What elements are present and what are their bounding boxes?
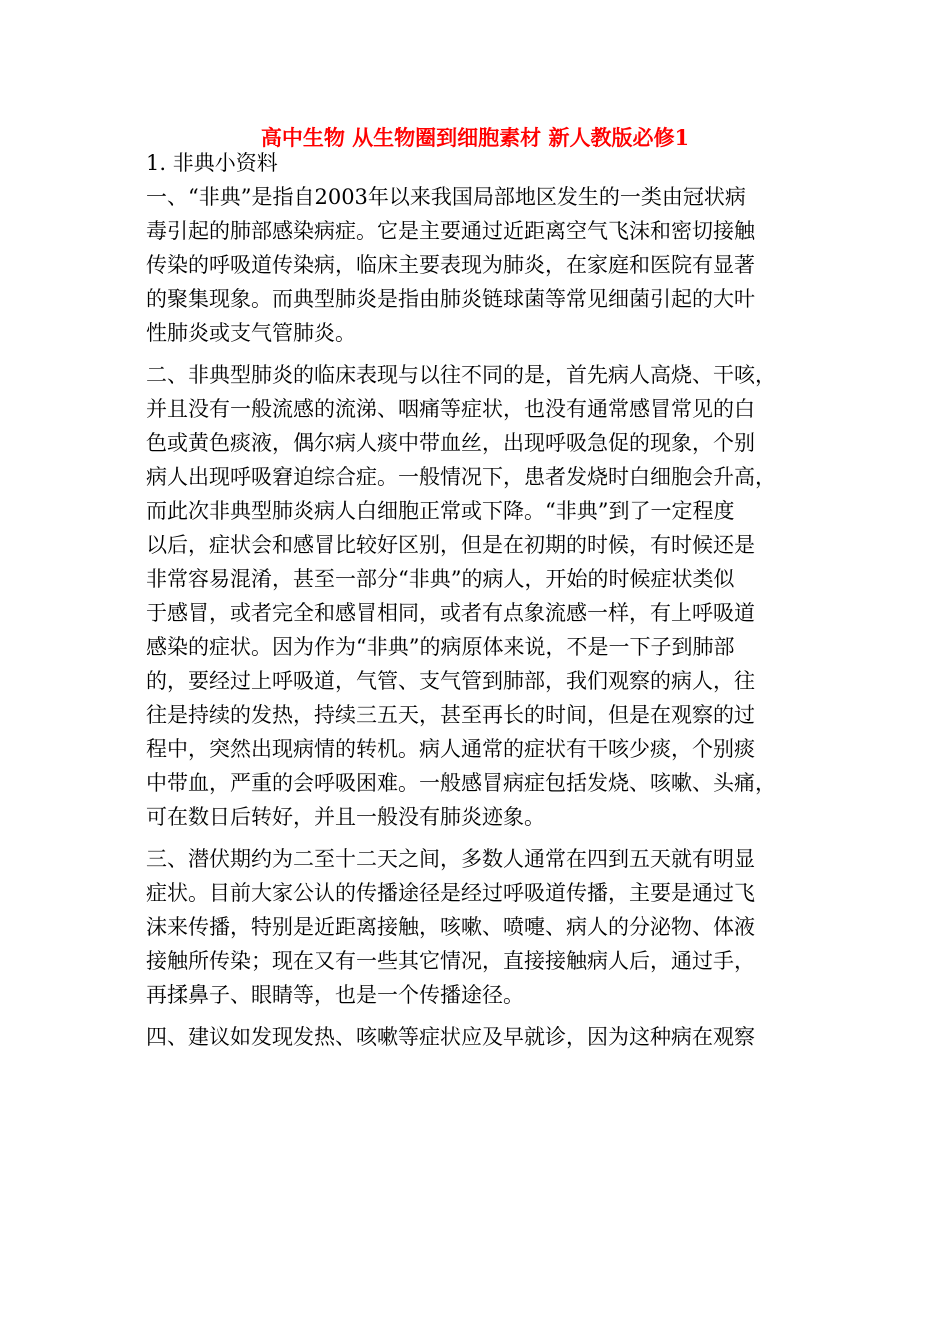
paragraph-3: [146, 842, 836, 1012]
paragraph-line: 于感冒，或者完全和感冒相同，或者有点象流感一样，有上呼吸道: [146, 601, 755, 625]
paragraph-line: 色或黄色痰液，偶尔病人痰中带血丝，出现呼吸急促的现象，个别: [146, 431, 755, 455]
paragraph-line: 程中，突然出现病情的转机。病人通常的症状有干咳少痰，个别痰: [146, 737, 755, 761]
paragraph-line: 以后，症状会和感冒比较好区别，但是在初期的时候，有时候还是: [146, 533, 755, 557]
paragraph-1: [146, 180, 836, 350]
paragraph-line: 接触所传染；现在又有一些其它情况，直接接触病人后，通过手，: [146, 949, 755, 973]
paragraph-line: 中带血，严重的会呼吸困难。一般感冒病症包括发烧、咳嗽、头痛，: [146, 771, 776, 795]
document-body: [146, 146, 836, 1054]
section-heading: 1. 非典小资料: [146, 151, 278, 175]
paragraph-line: 沫来传播，特别是近距离接触，咳嗽、喷嚏、病人的分泌物、体液: [146, 915, 755, 939]
paragraph-line: 往是持续的发热，持续三五天，甚至再长的时间，但是在观察的过: [146, 703, 755, 727]
paragraph-line: 一、“非典”是指自2003年以来我国局部地区发生的一类由冠状病: [146, 185, 746, 209]
paragraph-line: 感染的症状。因为作为“非典”的病原体来说，不是一下子到肺部: [146, 635, 735, 659]
paragraph-line: 并且没有一般流感的流涕、咽痛等症状，也没有通常感冒常见的白: [146, 397, 755, 421]
document-title: 高中生物 从生物圈到细胞素材 新人教版必修1: [260, 125, 690, 150]
paragraph-line: 症状。目前大家公认的传播途径是经过呼吸道传播，主要是通过飞: [146, 881, 755, 905]
paragraph-line: 的，要经过上呼吸道，气管、支气管到肺部，我们观察的病人，往: [146, 669, 755, 693]
paragraph-line: 四、建议如发现发热、咳嗽等症状应及早就诊，因为这种病在观察: [146, 1025, 755, 1049]
paragraph-line: 性肺炎或支气管肺炎。: [146, 321, 356, 345]
paragraph-line: 毒引起的肺部感染病症。它是主要通过近距离空气飞沫和密切接触: [146, 219, 755, 243]
paragraph-4: [146, 1020, 836, 1054]
paragraph-line: 二、非典型肺炎的临床表现与以往不同的是，首先病人高烧、干咳，: [146, 363, 776, 387]
paragraph-line: 而此次非典型肺炎病人白细胞正常或下降。“非典”到了一定程度: [146, 499, 735, 523]
paragraph-line: 病人出现呼吸窘迫综合症。一般情况下，患者发烧时白细胞会升高，: [146, 465, 776, 489]
paragraph-line: 三、潜伏期约为二至十二天之间，多数人通常在四到五天就有明显: [146, 847, 755, 871]
paragraph-2: [146, 358, 836, 834]
paragraph-line: 再揉鼻子、眼睛等，也是一个传播途径。: [146, 983, 524, 1007]
paragraph-line: 传染的呼吸道传染病，临床主要表现为肺炎，在家庭和医院有显著: [146, 253, 755, 277]
paragraph-line: 的聚集现象。而典型肺炎是指由肺炎链球菌等常见细菌引起的大叶: [146, 287, 755, 311]
paragraph-line: 可在数日后转好，并且一般没有肺炎迹象。: [146, 805, 545, 829]
paragraph-line: 非常容易混淆，甚至一部分“非典”的病人，开始的时候症状类似: [146, 567, 735, 591]
